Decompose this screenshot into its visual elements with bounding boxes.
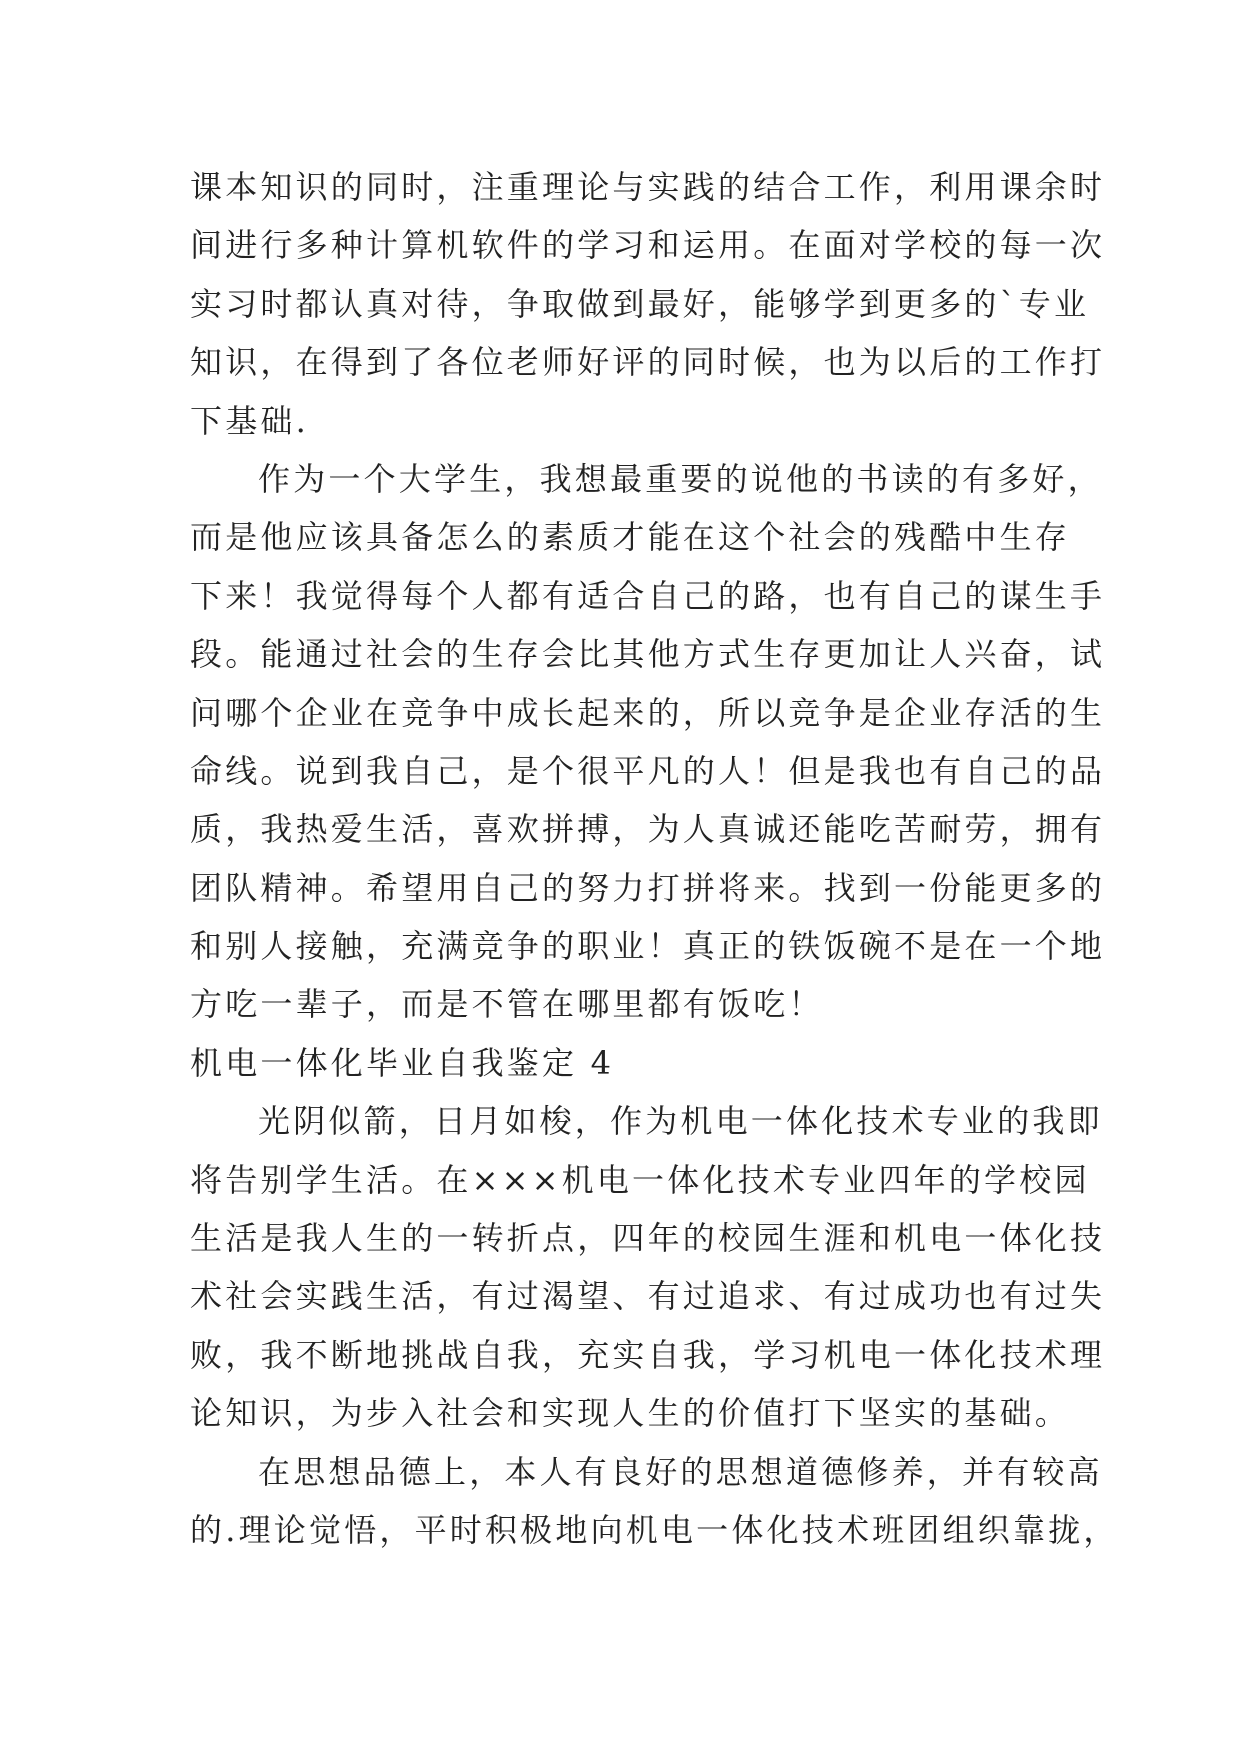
text-line: 团队精神。希望用自己的努力打拼将来。找到一份能更多的 [190,868,1106,907]
text-line: 的.理论觉悟，平时积极地向机电一体化技术班团组织靠拢， [190,1510,1119,1549]
text-line: 质，我热爱生活，喜欢拼搏，为人真诚还能吃苦耐劳，拥有 [190,810,1106,849]
text-line: 间进行多种计算机软件的学习和运用。在面对学校的每一次 [190,226,1106,265]
text-line: 生活是我人生的一转折点，四年的校园生涯和机电一体化技 [190,1219,1106,1258]
paragraph-start-line: 作为一个大学生，我想最重要的说他的书读的有多好， [258,459,1103,498]
text-line: 问哪个企业在竞争中成长起来的，所以竞争是企业存活的生 [190,693,1106,732]
paragraph-start-line: 在思想品德上，本人有良好的思想道德修养，并有较高 [258,1452,1103,1491]
text-line: 下来！我觉得每个人都有适合自己的路，也有自己的谋生手 [190,576,1106,615]
text-line: 方吃一辈子，而是不管在哪里都有饭吃！ [190,985,824,1024]
section-heading: 机电一体化毕业自我鉴定 4 [190,1043,615,1082]
text-line: 而是他应该具备怎么的素质才能在这个社会的残酷中生存 [190,518,1071,557]
document-body [190,158,1119,1559]
text-line: 论知识，为步入社会和实现人生的价值打下坚实的基础。 [190,1394,1071,1433]
text-line: 实习时都认真对待，争取做到最好，能够学到更多的`专业 [190,284,1090,323]
text-line: 败，我不断地挑战自我，充实自我，学习机电一体化技术理 [190,1335,1106,1374]
text-line: 术社会实践生活，有过渴望、有过追求、有过成功也有过失 [190,1277,1106,1316]
paragraph-start-line: 光阴似箭，日月如梭，作为机电一体化技术专业的我即 [258,1102,1103,1141]
text-line: 知识，在得到了各位老师好评的同时候，也为以后的工作打 [190,343,1106,382]
text-line: 下基础. [190,401,309,440]
text-line: 课本知识的同时，注重理论与实践的结合工作，利用课余时 [190,168,1106,206]
text-line: 段。能通过社会的生存会比其他方式生存更加让人兴奋，试 [190,635,1106,674]
text-line: 命线。说到我自己，是个很平凡的人！但是我也有自己的品 [190,751,1106,790]
text-line: 和别人接触，充满竞争的职业！真正的铁饭碗不是在一个地 [190,927,1106,966]
text-line: 将告别学生活。在×××机电一体化技术专业四年的学校园 [190,1160,1090,1199]
